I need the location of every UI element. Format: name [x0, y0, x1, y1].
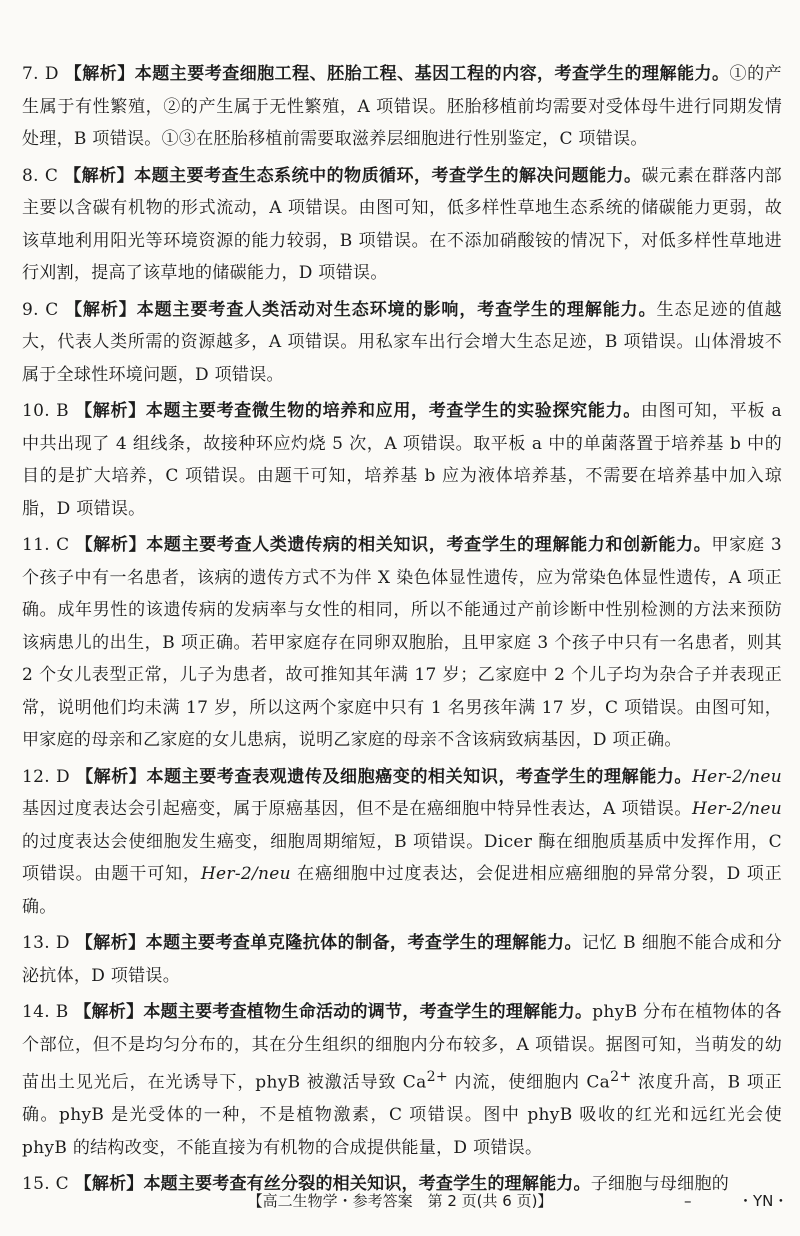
analysis-tag: 【解析】 [75, 535, 147, 555]
answer-item-10 [22, 395, 782, 525]
item-number: 15. C [22, 1174, 69, 1195]
item-number: 7. D [22, 64, 59, 84]
analysis-tag: 【解析】 [64, 165, 135, 186]
item-heading: 本题主要考查人类遗传病的相关知识，考查学生的理解能力和创新能力。 [146, 535, 712, 555]
item-number: 10. B [22, 401, 69, 421]
analysis-tag: 【解析】 [64, 64, 135, 84]
item-body-part: phyB 分布在植物体的各个部位，但不是均匀分布的，其在分生组织的细胞内分布较多，A 项错误。据图可知，当萌发的幼苗出土见光后，在光诱导下，phyB 被激活导致 Ca [22, 1002, 782, 1093]
analysis-tag: 【解析】 [74, 1174, 144, 1195]
item-heading: 本题主要考查人类活动对生态环境的影响，考查学生的理解能力。 [136, 299, 657, 320]
footer-mark: – [684, 1192, 692, 1210]
answer-item-11 [22, 529, 782, 757]
superscript: 2+ [610, 1069, 632, 1085]
analysis-tag: 【解析】 [75, 933, 146, 953]
analysis-tag: 【解析】 [74, 1002, 144, 1022]
analysis-tag: 【解析】 [75, 401, 146, 421]
answer-item-9 [22, 294, 782, 392]
item-body: ①的产生属于有性繁殖，②的产生属于无性繁殖，A 项错误。胚胎移植前均需要对受体母牛进行同期发情处理，B 项错误。①③在胚胎移植前需要取滋养层细胞进行性别鉴定，C 项错误。 [22, 64, 782, 149]
gene-name: Her-2/neu [200, 864, 291, 884]
analysis-tag: 【解析】 [65, 299, 137, 320]
item-body-part: 浓度升高，B 项正确。phyB 是光受体的一种，不是植物激素，C 项错误。图中 phyB 吸收的红光和远红光会使 phyB 的结构改变，不能直接为有机物的合成提供能量，D 项错误。 [22, 1072, 782, 1158]
item-body-part: 内流，使细胞内 Ca [448, 1072, 611, 1093]
item-body: 由图可知，平板 a 中共出现了 4 组线条，故接种环应灼烧 5 次，A 项错误。取平板 a 中的单菌落置于培养基 b 中的目的是扩大培养，C 项错误。由题干可知，培养基 b 应为液体培养基，不需要在培养基中加入琼脂，D 项错误。 [22, 401, 782, 519]
item-heading: 本题主要考查单克隆抗体的制备，考查学生的理解能力。 [145, 933, 582, 953]
analysis-tag: 【解析】 [76, 766, 147, 787]
footer-code: ・YN・ [738, 1192, 789, 1210]
item-body: 生态足迹的值越大，代表人类所需的资源越多，A 项错误。用私家车出行会增大生态足迹，B 项错误。山体滑坡不属于全球性环境问题，D 项错误。 [22, 299, 782, 385]
gene-name: Her-2/neu [692, 799, 782, 819]
item-number: 9. C [22, 299, 59, 320]
gene-name: Her-2/neu [692, 766, 782, 787]
item-heading: 本题主要考查细胞工程、胚胎工程、基因工程的内容，考查学生的理解能力。 [134, 64, 730, 84]
item-body-part: 基因过度表达会引起癌变，属于原癌基因，但不是在癌细胞中特异性表达，A 项错误。 [22, 799, 693, 819]
answer-list [22, 58, 782, 1205]
item-heading: 本题主要考查生态系统中的物质循环，考查学生的解决问题能力。 [134, 165, 642, 186]
answer-item-12 [22, 761, 782, 924]
item-number: 12. D [22, 766, 70, 787]
answer-item-14 [22, 996, 782, 1164]
item-heading: 本题主要考查有丝分裂的相关知识，考查学生的理解能力。 [143, 1174, 591, 1195]
item-body: 甲家庭 3 个孩子中有一名患者，该病的遗传方式不为伴 X 染色体显性遗传，应为常染色体显性遗传，A 项正确。成年男性的该遗传病的发病率与女性的相同，所以不能通过产前诊断中性别检测的方法来预防该病患儿的出生，B 项正确。若甲家庭存在同卵双胞胎，且甲家庭 3 个孩子中只有一名患者，则其 2 个女儿表型正常，儿子为患者，故可推知其年满 17 岁；乙家庭中 2 个儿子均为杂合子并表现正常，说明他们均未满 17 岁，所以这两个家庭中只有 1 名男孩年满 17 岁，C 项错误。由图可知，甲家庭的母亲和乙家庭的女儿患病，说明乙家庭的母亲不含该病致病基因，D 项正确。 [22, 535, 782, 750]
item-heading: 本题主要考查微生物的培养和应用，考查学生的实验探究能力。 [145, 401, 641, 421]
item-body: 子细胞与母细胞的 [590, 1174, 730, 1195]
item-number: 11. C [22, 535, 70, 555]
item-number: 13. D [22, 933, 70, 953]
item-body: 记忆 B 细胞不能合成和分泌抗体，D 项错误。 [22, 933, 782, 986]
item-heading: 本题主要考查植物生命活动的调节，考查学生的理解能力。 [143, 1002, 593, 1022]
item-number: 8. C [22, 165, 59, 186]
answer-item-7 [22, 58, 782, 156]
item-body-part: 的过度表达会使细胞发生癌变，细胞周期缩短，B 项错误。Dicer 酶在细胞质基质中发挥作用，C 项错误。由题干可知， [22, 831, 782, 884]
item-body: 碳元素在群落内部主要以含碳有机物的形式流动，A 项错误。由图可知，低多样性草地生态系统的储碳能力更弱，故该草地利用阳光等环境资源的能力较弱，B 项错误。在不添加硝酸铵的情况下，对低多样性草地进行刈割，提高了该草地的储碳能力，D 项错误。 [22, 165, 782, 283]
answer-item-13 [22, 927, 782, 992]
item-body-part: 在癌细胞中过度表达，会促进相应癌细胞的异常分裂，D 项正确。 [22, 864, 783, 917]
item-number: 14. B [22, 1002, 69, 1022]
superscript: 2+ [426, 1069, 449, 1085]
footer-page-info: 【高二生物学・参考答案 第 2 页(共 6 页)】 [247, 1192, 553, 1210]
answer-item-8 [22, 160, 782, 290]
item-heading: 本题主要考查表观遗传及细胞癌变的相关知识，考查学生的理解能力。 [146, 766, 693, 787]
